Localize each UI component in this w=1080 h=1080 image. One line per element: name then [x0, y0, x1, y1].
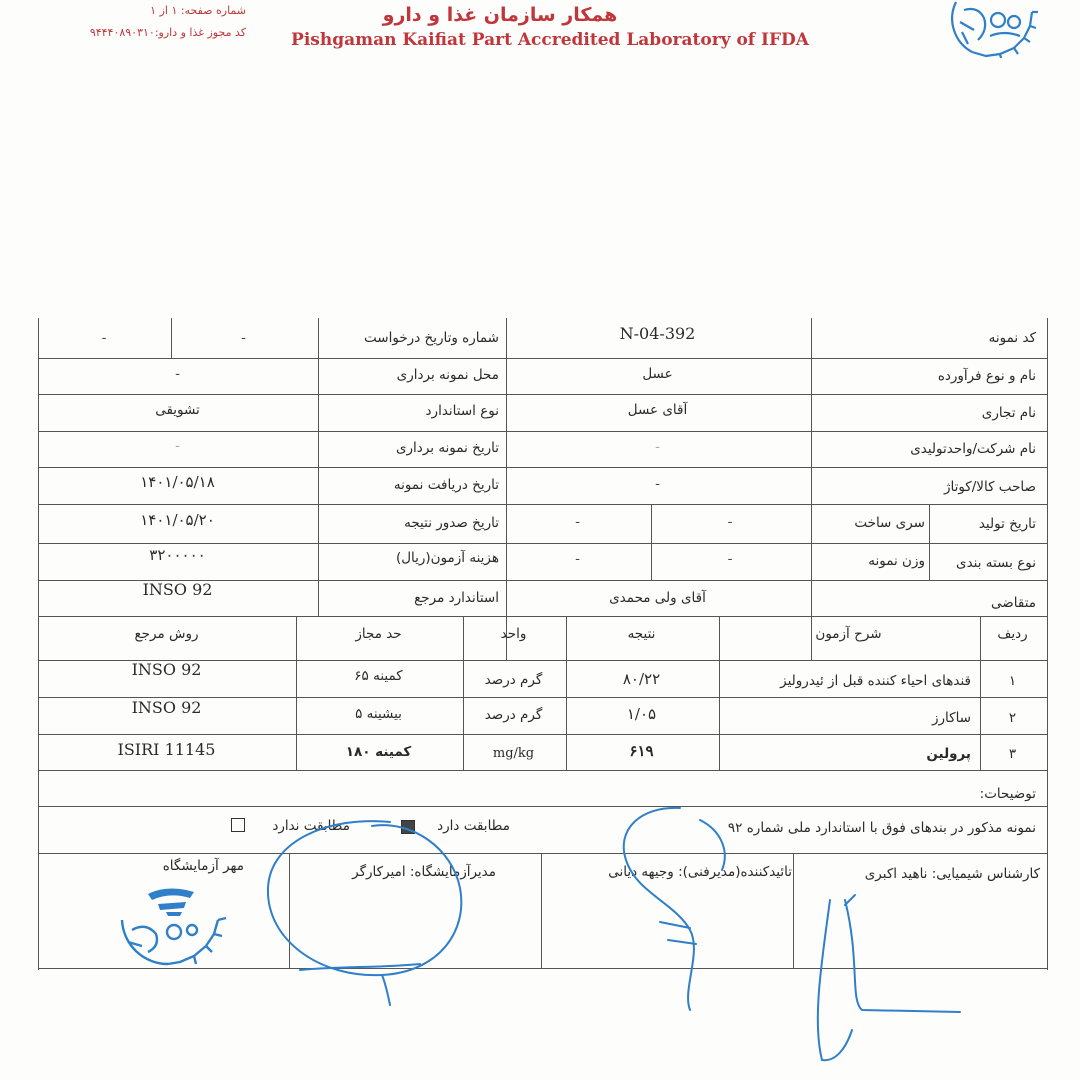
trade-name-label: نام تجاری — [981, 405, 1036, 421]
col-method-header: روش مرجع — [134, 626, 199, 642]
sampling-date-value: - — [175, 438, 180, 454]
test-row-unit: گرم درصد — [484, 707, 543, 723]
request-number-label: شماره وتاریخ درخواست — [364, 330, 499, 346]
stamp-label: مهر آزمایشگاه — [162, 858, 244, 874]
lab-stamp-icon — [108, 880, 228, 966]
test-row-description: پرولین — [926, 746, 971, 762]
request-date-value: - — [101, 330, 107, 346]
test-row-method: INSO 92 — [131, 698, 202, 717]
product-label: نام و نوع فرآورده — [937, 368, 1036, 384]
production-date-label: تاریخ تولید — [978, 516, 1036, 532]
receive-date-label: تاریخ دریافت نمونه — [393, 477, 499, 493]
test-row-limit: کمینه ۱۸۰ — [345, 744, 412, 760]
test-row-result: ۶۱۹ — [629, 742, 654, 760]
company-value: - — [655, 439, 660, 455]
page-number: شماره صفحه: ۱ از ۱ — [150, 4, 246, 17]
sampling-place-value: - — [175, 366, 180, 382]
complies-label: مطابقت دارد — [437, 818, 510, 834]
lab-logo-icon — [938, 0, 1038, 58]
package-label: نوع بسته بندی — [956, 555, 1036, 571]
test-row-unit: گرم درصد — [484, 672, 543, 688]
batch-value: - — [575, 514, 580, 530]
result-date-value: ۱۴۰۱/۰۵/۲۰ — [140, 511, 215, 529]
test-row-limit: کمینه ۶۵ — [354, 668, 403, 684]
trade-name-value: آقای عسل — [627, 402, 688, 418]
test-row-number: ۳ — [1008, 746, 1017, 762]
test-row-number: ۱ — [1008, 673, 1017, 689]
col-unit-header: واحد — [500, 626, 527, 642]
chemist-signature-label: کارشناس شیمیایی: ناهید اکبری — [864, 866, 1040, 882]
company-label: نام شرکت/واحدتولیدی — [910, 441, 1036, 457]
col-row-header: ردیف — [997, 626, 1028, 642]
manager-signature-label: مدیرآزمایشگاه: امیرکارگر — [352, 864, 496, 880]
sampling-date-label: تاریخ نمونه برداری — [395, 440, 499, 456]
ref-standard-value: INSO 92 — [142, 580, 213, 599]
sample-code-label: کد نمونه — [988, 330, 1036, 346]
applicant-value: آقای ولی محمدی — [609, 590, 706, 606]
test-row-unit: mg/kg — [492, 746, 535, 761]
ref-standard-label: استاندارد مرجع — [414, 590, 499, 606]
package-value: - — [727, 551, 733, 567]
test-row-result: ۸۰/۲۲ — [622, 670, 661, 688]
test-row-result: ۱/۰۵ — [626, 705, 657, 723]
applicant-label: متقاضی — [991, 595, 1036, 611]
compliance-text: نمونه مذکور در بندهای فوق با استاندارد ملی شماره ۹۲ — [727, 820, 1036, 836]
production-date-value: - — [727, 514, 733, 530]
test-row-description: قندهای احیاء کننده قبل از ئیدرولیز — [780, 673, 971, 689]
not-complies-checkbox[interactable] — [231, 818, 245, 832]
product-value: عسل — [642, 366, 673, 382]
lab-title-english: Pishgaman Kaifiat Part Accredited Laboratory of IFDA — [291, 30, 809, 50]
sample-code-value: N-04-392 — [619, 324, 696, 343]
request-number-value: - — [241, 330, 246, 346]
weight-label: وزن نمونه — [868, 553, 925, 569]
receive-date-value: ۱۴۰۱/۰۵/۱۸ — [140, 473, 215, 491]
not-complies-label: مطابقت ندارد — [272, 818, 350, 834]
result-date-label: تاریخ صدور نتیجه — [404, 515, 499, 531]
license-code: کد مجوز غذا و دارو:۹۴۴۴۰۸۹۰۳۱۰ — [89, 26, 246, 39]
col-result-header: نتیجه — [627, 626, 656, 642]
cost-value: ۳۲۰۰۰۰۰ — [149, 546, 206, 564]
owner-label: صاحب کالا/کوتاژ — [943, 479, 1036, 495]
approver-signature-label: تائیدکننده(مدیرفنی): وجیهه دیانی — [608, 864, 792, 880]
lab-title-persian: همکار سازمان غذا و دارو — [382, 4, 618, 26]
sampling-place-label: محل نمونه برداری — [396, 367, 499, 383]
owner-value: - — [655, 476, 660, 492]
col-description-header: شرح آزمون — [815, 626, 882, 642]
test-row-limit: بیشینه ۵ — [355, 706, 402, 722]
notes-label: توضیحات: — [979, 786, 1036, 802]
cost-label: هزینه آزمون(ریال) — [395, 550, 499, 566]
batch-label: سری ساخت — [854, 515, 925, 531]
col-limit-header: حد مجاز — [355, 626, 402, 642]
standard-type-value: تشویقی — [155, 402, 200, 418]
complies-checkbox[interactable] — [401, 820, 415, 834]
test-row-method: INSO 92 — [131, 660, 202, 679]
standard-type-label: نوع استاندارد — [425, 403, 499, 419]
test-row-method: ISIRI 11145 — [117, 740, 216, 759]
weight-value: - — [575, 551, 580, 567]
test-row-description: ساکارز — [931, 710, 971, 726]
test-row-number: ۲ — [1008, 710, 1017, 726]
